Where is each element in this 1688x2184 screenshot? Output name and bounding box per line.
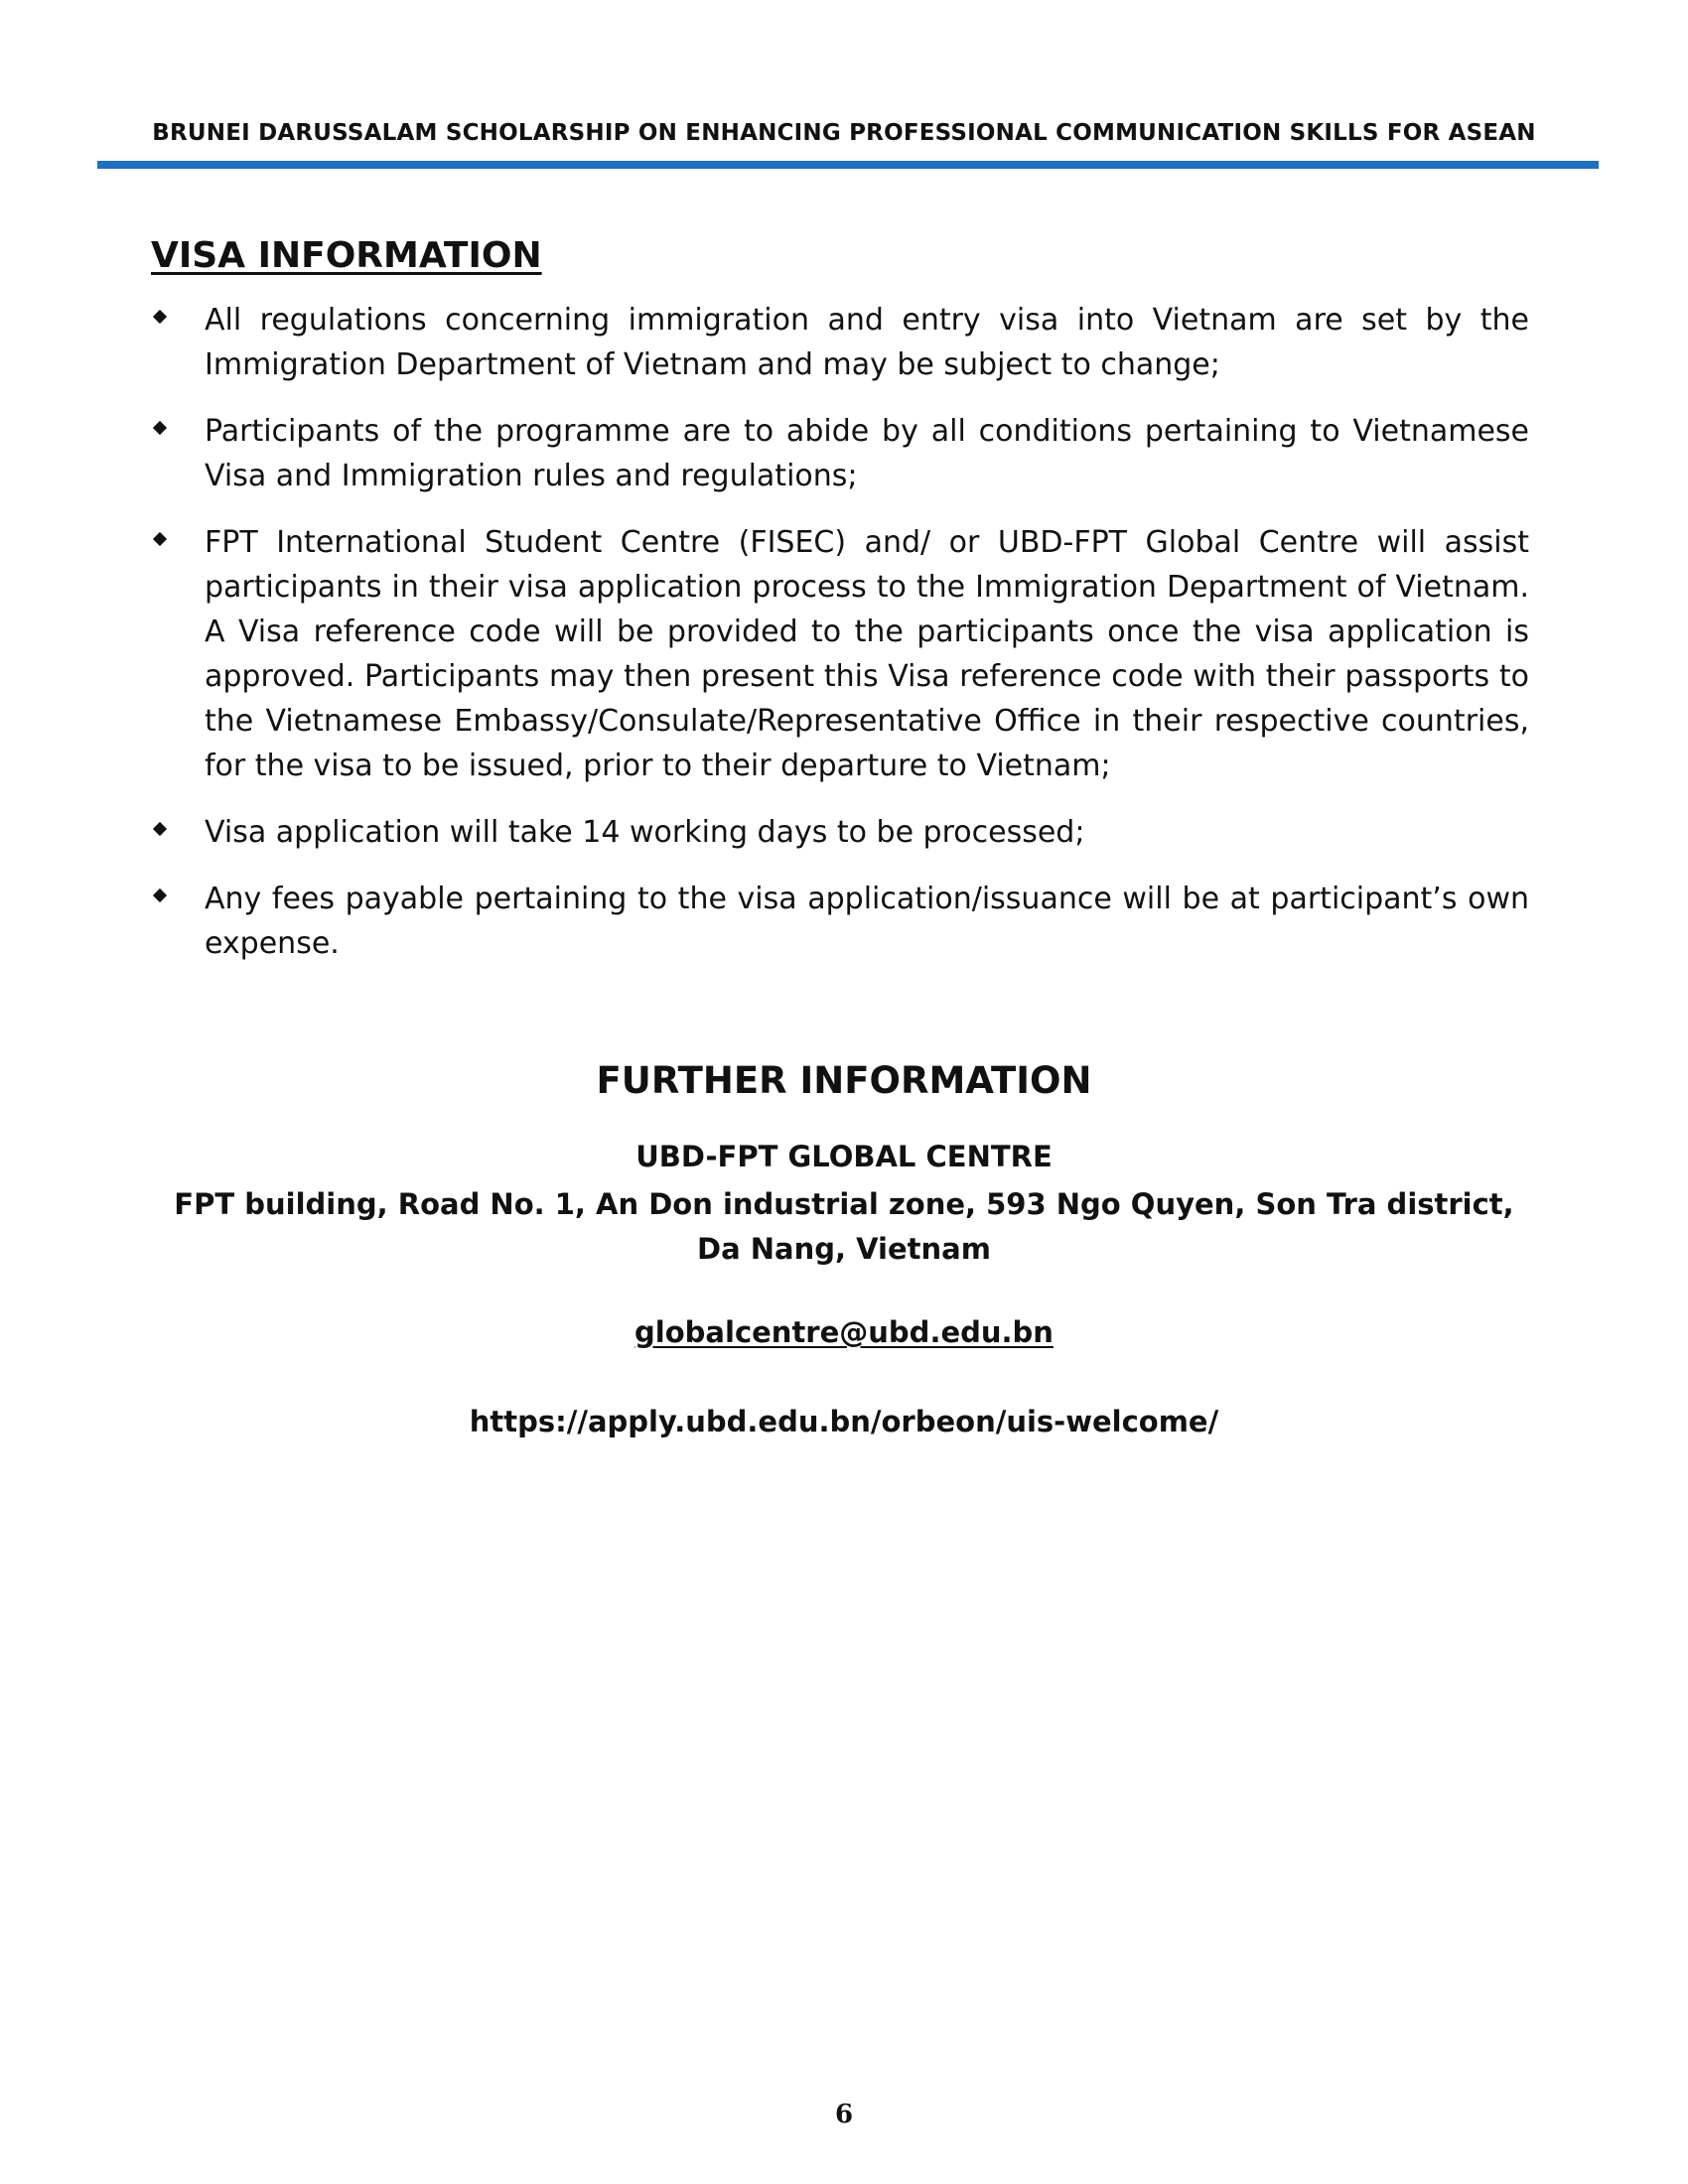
diamond-bullet-icon [153,532,167,546]
visa-information-heading: VISA INFORMATION [151,235,542,276]
document-header-title: BRUNEI DARUSSALAM SCHOLARSHIP ON ENHANCING PROFESSIONAL COMMUNICATION SKILLS FOR ASEAN [152,120,1536,146]
email-link[interactable] [0,1315,1688,1349]
diamond-bullet-icon [153,888,167,902]
visa-information-list [149,298,1529,988]
list-item [149,810,1529,855]
list-item [149,520,1529,788]
list-item-text: All regulations concerning immigration and entry visa into Vietnam are set by the Immigration Department of Vietnam and may be subject to change; [205,303,1529,382]
diamond-bullet-icon [153,310,167,324]
page-number: 6 [834,2100,854,2129]
header-divider [97,161,1599,169]
email-link-text[interactable]: globalcentre@ubd.edu.bn [634,1315,1054,1349]
list-item-text: FPT International Student Centre (FISEC) and/ or UBD-FPT Global Centre will assist participants in their visa application process to the Immigration Department of Vietnam. A Visa reference code will be provided to the participants once the visa application is approved. Participants may then present this Visa reference code with their passports to the Vietnamese Embassy/Consulate/Representative Office in their respective countries, for the visa to be issued, prior to their departure to Vietnam; [205,525,1529,783]
list-item [149,409,1529,498]
list-item-text: Visa application will take 14 working days to be processed; [205,815,1085,850]
further-information-heading: FURTHER INFORMATION [596,1059,1092,1102]
list-item-text: Participants of the programme are to abide by all conditions pertaining to Vietnamese Visa and Immigration rules and regulations; [205,414,1529,493]
diamond-bullet-icon [153,421,167,435]
centre-name: UBD-FPT GLOBAL CENTRE [635,1140,1053,1173]
list-item [149,298,1529,387]
list-item [149,877,1529,966]
website-link[interactable]: https://apply.ubd.edu.bn/orbeon/uis-welcome/ [469,1405,1219,1438]
list-item-text: Any fees payable pertaining to the visa application/issuance will be at participant’s own expense. [205,882,1529,961]
diamond-bullet-icon [153,822,167,836]
centre-address: FPT building, Road No. 1, An Don industrial zone, 593 Ngo Quyen, Son Tra district, Da Nang, Vietnam [174,1187,1514,1266]
